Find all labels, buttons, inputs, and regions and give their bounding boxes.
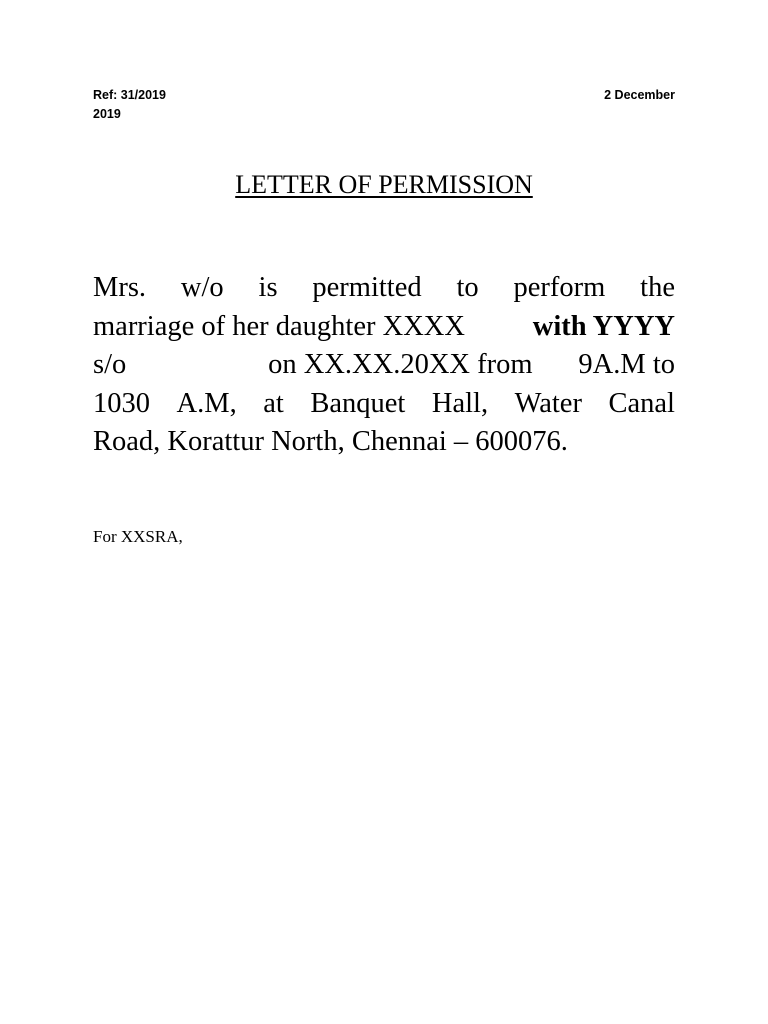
body-text-segment: 9A.M to (578, 349, 675, 380)
groom-name-bold: with YYYY (532, 310, 675, 342)
body-word: at (263, 387, 284, 419)
body-line-2 (93, 308, 675, 347)
body-word: 1030 (93, 387, 150, 419)
address-text: Road, Korattur North, Chennai – 600076. (93, 426, 568, 457)
body-word: s/o (93, 349, 127, 380)
body-word: to (456, 272, 479, 303)
body-word: Canal (608, 387, 675, 419)
body-word: Water (514, 387, 582, 419)
body-line-5 (93, 423, 675, 462)
body-line-4 (93, 385, 675, 424)
body-word: the (640, 272, 675, 303)
body-word: w/o (180, 272, 224, 303)
letter-date-day-month: 2 December (604, 88, 675, 102)
letter-title: LETTER OF PERMISSION (235, 170, 533, 199)
body-word: Mrs. (93, 272, 147, 303)
body-word: Hall, (431, 387, 489, 419)
body-word: is (258, 272, 278, 303)
letter-header (93, 86, 675, 104)
body-line-1 (93, 269, 675, 308)
body-word: permitted (312, 272, 422, 303)
letter-date-year: 2019 (93, 107, 121, 121)
body-word: A.M, (176, 387, 237, 419)
letter-signoff: For XXSRA, (93, 527, 183, 546)
reference-number: Ref: 31/2019 (93, 88, 166, 102)
body-line-3 (93, 346, 675, 385)
letter-body (93, 269, 675, 462)
body-word: Banquet (310, 387, 406, 419)
body-word: perform (513, 272, 606, 303)
body-text-segment: marriage of her daughter XXXX (93, 310, 473, 342)
body-text-segment: on XX.XX.20XX from (268, 349, 533, 380)
